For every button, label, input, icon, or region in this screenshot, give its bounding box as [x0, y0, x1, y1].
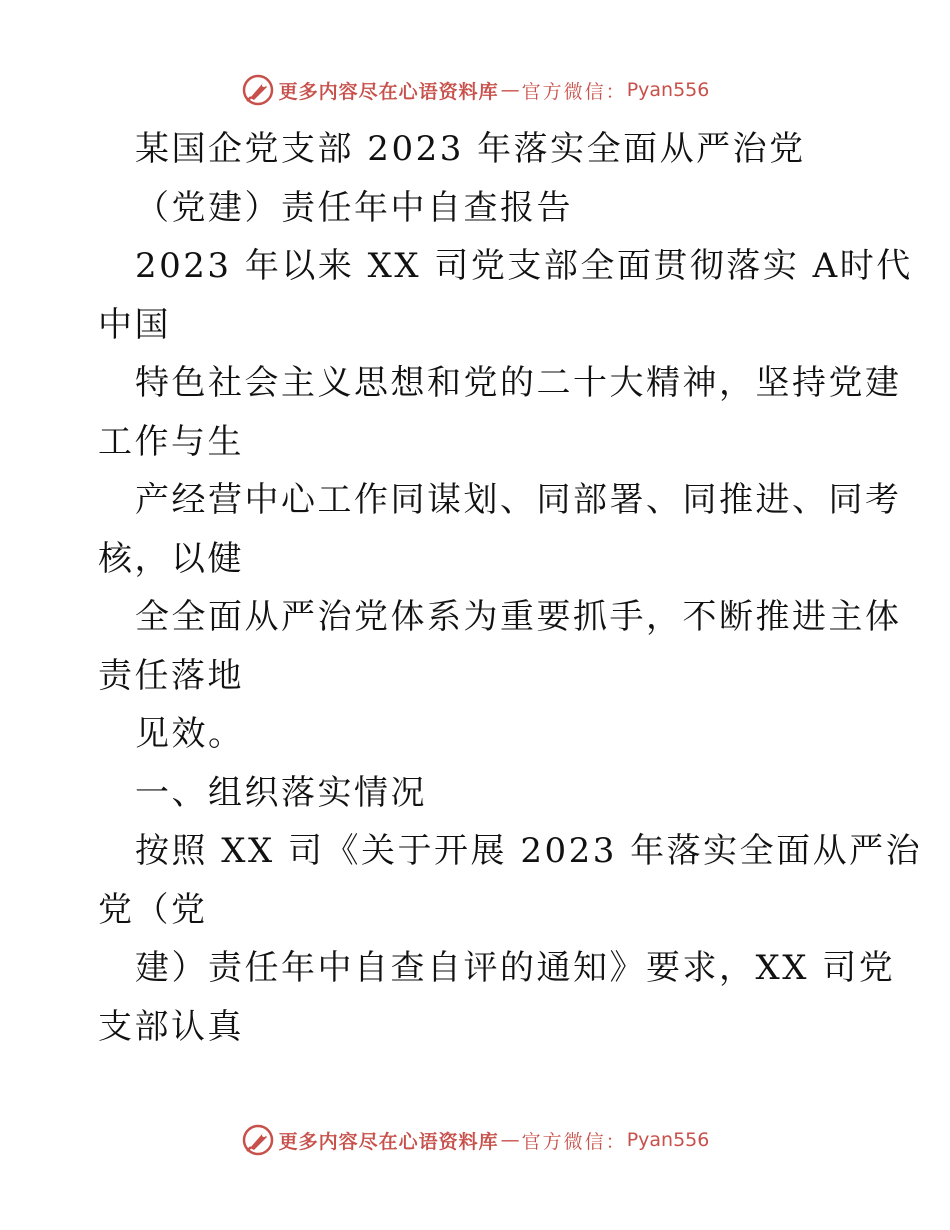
watermark-wechat-id: Pyan556	[626, 1129, 710, 1151]
paragraph-line: 特色社会主义思想和党的二十大精神，坚持党建	[135, 363, 902, 403]
paragraph-line: 产经营中心工作同谋划、同部署、同推进、同考	[135, 480, 902, 520]
paragraph-line: 见效。	[135, 714, 245, 754]
paragraph-line: 建）责任年中自查自评的通知》要求，XX 司党	[135, 948, 896, 988]
title-line-2: （党建）责任年中自查报告	[135, 187, 573, 228]
pen-nib-icon	[241, 73, 275, 107]
paragraph-line: 党（党	[98, 889, 208, 930]
paragraph-line: 按照 XX 司《关于开展 2023 年落实全面从严治	[135, 831, 923, 871]
watermark-dash: —	[500, 1129, 520, 1151]
paragraph-line: 支部认真	[98, 1006, 244, 1047]
watermark-wechat-id: Pyan556	[626, 79, 710, 101]
section-heading: 一、组织落实情况	[135, 772, 427, 813]
paragraph-line: 工作与生	[98, 421, 244, 462]
watermark-footer	[0, 1120, 950, 1160]
paragraph-line: 中国	[98, 304, 171, 345]
paragraph-line: 2023 年以来 XX 司党支部全面贯彻落实 A时代	[135, 246, 913, 286]
watermark-main-text: 更多内容尽在心语资料库	[278, 1130, 499, 1153]
watermark-dash: —	[500, 79, 520, 101]
watermark-header	[0, 70, 950, 110]
pen-nib-icon	[241, 1123, 275, 1157]
watermark-sub-text: 官方微信：	[521, 1130, 627, 1153]
watermark-sub-text: 官方微信：	[521, 80, 627, 103]
paragraph-line: 核，以健	[98, 538, 244, 579]
paragraph-line: 责任落地	[98, 655, 244, 696]
document-body	[98, 120, 923, 1056]
title-line-1: 某国企党支部 2023 年落实全面从严治党	[135, 129, 806, 169]
watermark-main-text: 更多内容尽在心语资料库	[278, 80, 499, 103]
paragraph-line: 全全面从严治党体系为重要抓手，不断推进主体	[135, 597, 902, 637]
